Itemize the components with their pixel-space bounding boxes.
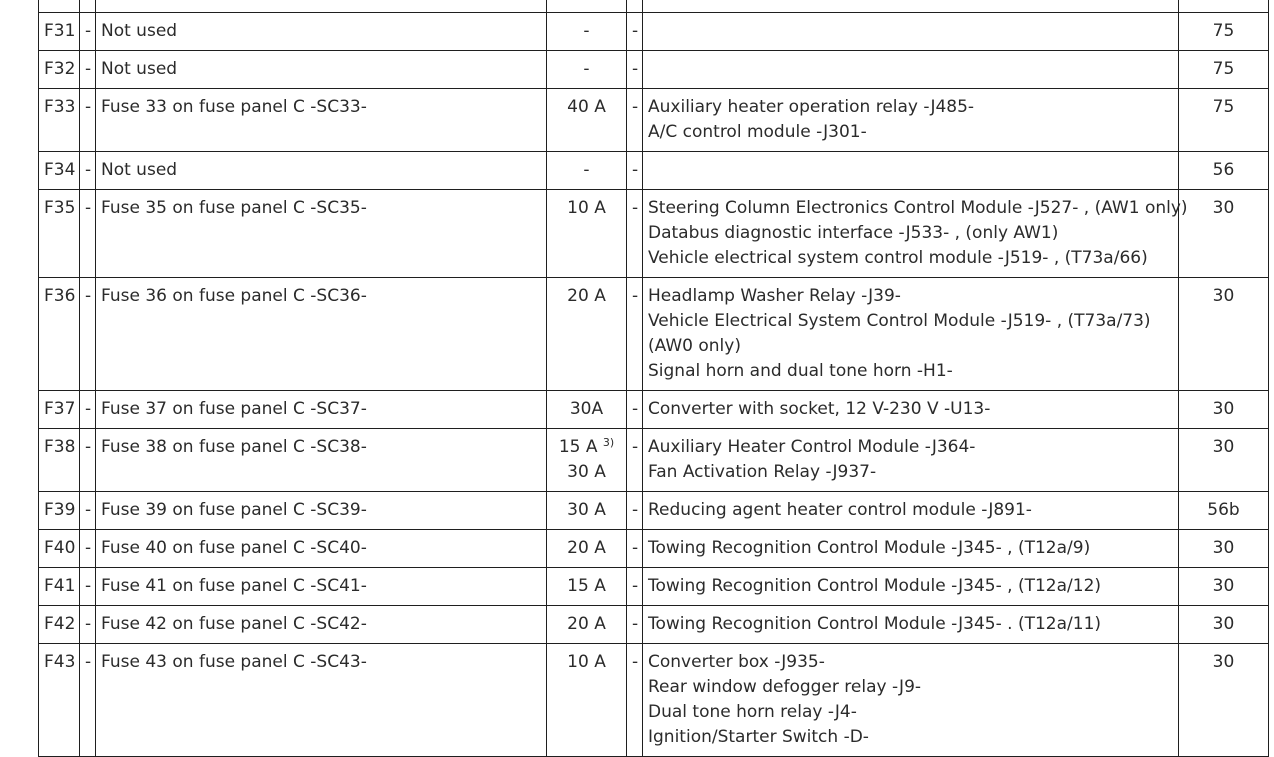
component-item: Fan Activation Relay -J937- [648, 462, 877, 482]
component-item: Vehicle Electrical System Control Module -J519- , (T73a/73)(AW0 only) [648, 311, 1151, 356]
component-item: Signal horn and dual tone horn -H1- [648, 361, 953, 381]
separator-dash: - [80, 51, 96, 89]
separator-dash: - [627, 644, 643, 757]
terminal-number: 30 [1179, 606, 1269, 644]
separator-dash: - [80, 492, 96, 530]
table-row [39, 429, 1269, 492]
fuse-amperage [547, 429, 627, 492]
terminal-number: 75 [1179, 13, 1269, 51]
component-item: Towing Recognition Control Module -J345- . (T12a/11) [648, 614, 1102, 634]
component-item: Converter with socket, 12 V-230 V -U13- [648, 399, 991, 419]
table-body [39, 0, 1269, 757]
fuse-description: Fuse 36 on fuse panel C -SC36- [96, 278, 547, 391]
terminal-number: 30 [1179, 190, 1269, 278]
fuse-id: F41 [39, 568, 80, 606]
component-list [643, 190, 1188, 278]
fuse-id: F37 [39, 391, 80, 429]
component-list [643, 51, 1179, 89]
separator-dash: - [627, 492, 643, 530]
cell-dash [627, 0, 643, 13]
fuse-amperage [547, 492, 627, 530]
fuse-description: Fuse 43 on fuse panel C -SC43- [96, 644, 547, 757]
fuse-assignment-table [38, 0, 1269, 757]
component-item: Converter box -J935- [648, 652, 825, 672]
fuse-amperage [547, 190, 627, 278]
separator-dash: - [80, 429, 96, 492]
table-row-partial [39, 0, 1269, 13]
fuse-id: F35 [39, 190, 80, 278]
separator-dash: - [627, 278, 643, 391]
fuse-amperage [547, 391, 627, 429]
fuse-amperage [547, 278, 627, 391]
amperage-value: - [583, 160, 590, 180]
separator-dash: - [627, 190, 643, 278]
component-list [643, 13, 1179, 51]
separator-dash: - [627, 391, 643, 429]
component-list [643, 606, 1179, 644]
table-row [39, 152, 1269, 190]
fuse-amperage [547, 530, 627, 568]
terminal-number: 56b [1179, 492, 1269, 530]
fuse-id: F40 [39, 530, 80, 568]
fuse-id: F43 [39, 644, 80, 757]
component-item: Reducing agent heater control module -J891- [648, 500, 1032, 520]
amperage-value: 20 A [567, 614, 606, 634]
fuse-id: F39 [39, 492, 80, 530]
amperage-value: - [583, 21, 590, 41]
separator-dash: - [627, 530, 643, 568]
amperage-value: 30A [569, 399, 604, 419]
component-list [643, 391, 1179, 429]
fuse-description: Not used [96, 13, 547, 51]
component-item: Auxiliary Heater Control Module -J364- [648, 437, 976, 457]
component-list [643, 278, 1179, 391]
fuse-amperage [547, 51, 627, 89]
terminal-number: 30 [1179, 278, 1269, 391]
table-row [39, 51, 1269, 89]
terminal-number: 30 [1179, 530, 1269, 568]
cell-components [643, 0, 1179, 13]
component-item: Vehicle electrical system control module -J519- , (T73a/66) [648, 248, 1148, 268]
fuse-amperage [547, 152, 627, 190]
amperage-value: 15 A [558, 437, 598, 457]
terminal-number: 30 [1179, 391, 1269, 429]
fuse-description: Fuse 35 on fuse panel C -SC35- [96, 190, 547, 278]
table-row [39, 530, 1269, 568]
component-list [643, 89, 1179, 152]
amperage-value: 20 A [567, 286, 606, 306]
component-item: Auxiliary heater operation relay -J485- [648, 97, 975, 117]
component-list [643, 152, 1179, 190]
fuse-description: Fuse 42 on fuse panel C -SC42- [96, 606, 547, 644]
table-row [39, 492, 1269, 530]
amperage-value: 10 A [567, 198, 606, 218]
fuse-description: Fuse 39 on fuse panel C -SC39- [96, 492, 547, 530]
table-row [39, 278, 1269, 391]
cell-terminal [1179, 0, 1269, 13]
separator-dash: - [627, 89, 643, 152]
fuse-amperage [547, 13, 627, 51]
fuse-id: F32 [39, 51, 80, 89]
component-list [643, 530, 1179, 568]
separator-dash: - [80, 644, 96, 757]
separator-dash: - [627, 429, 643, 492]
terminal-number: 30 [1179, 644, 1269, 757]
footnote-marker: 3) [602, 436, 615, 449]
separator-dash: - [627, 51, 643, 89]
cell-id [39, 0, 80, 13]
amperage-value: 10 A [567, 652, 606, 672]
table-row [39, 391, 1269, 429]
amperage-value: 30 A [567, 500, 606, 520]
fuse-id: F42 [39, 606, 80, 644]
fuse-description: Fuse 33 on fuse panel C -SC33- [96, 89, 547, 152]
component-item: Ignition/Starter Switch -D- [648, 727, 869, 747]
amperage-value: - [583, 59, 590, 79]
fuse-id: F36 [39, 278, 80, 391]
terminal-number: 30 [1179, 429, 1269, 492]
separator-dash: - [80, 568, 96, 606]
fuse-amperage [547, 606, 627, 644]
component-item: Databus diagnostic interface -J533- , (only AW1) [648, 223, 1059, 243]
fuse-amperage [547, 644, 627, 757]
fuse-id: F34 [39, 152, 80, 190]
amperage-value-alt: 30 A [567, 462, 606, 482]
table-row [39, 89, 1269, 152]
separator-dash: - [627, 568, 643, 606]
table-row [39, 568, 1269, 606]
component-item: Dual tone horn relay -J4- [648, 702, 857, 722]
amperage-value: 40 A [567, 97, 606, 117]
component-item: Steering Column Electronics Control Module -J527- , (AW1 only) [648, 198, 1188, 218]
terminal-number: 75 [1179, 51, 1269, 89]
table-row [39, 13, 1269, 51]
fuse-amperage [547, 568, 627, 606]
amperage-value: 20 A [567, 538, 606, 558]
separator-dash: - [80, 606, 96, 644]
separator-dash: - [80, 152, 96, 190]
component-list [643, 644, 1179, 757]
separator-dash: - [80, 278, 96, 391]
table-row [39, 190, 1269, 278]
cell-dash [80, 0, 96, 13]
terminal-number: 75 [1179, 89, 1269, 152]
fuse-description: Fuse 41 on fuse panel C -SC41- [96, 568, 547, 606]
cell-amperage [547, 0, 627, 13]
cell-description [96, 0, 547, 13]
fuse-amperage [547, 89, 627, 152]
fuse-id: F38 [39, 429, 80, 492]
component-item: A/C control module -J301- [648, 122, 867, 142]
fuse-id: F33 [39, 89, 80, 152]
fuse-description: Fuse 37 on fuse panel C -SC37- [96, 391, 547, 429]
fuse-id: F31 [39, 13, 80, 51]
terminal-number: 30 [1179, 568, 1269, 606]
separator-dash: - [80, 530, 96, 568]
separator-dash: - [80, 190, 96, 278]
component-list [643, 568, 1179, 606]
component-item: Headlamp Washer Relay -J39- [648, 286, 901, 306]
component-list [643, 492, 1179, 530]
fuse-description: Not used [96, 152, 547, 190]
component-item: Towing Recognition Control Module -J345- , (T12a/9) [648, 538, 1091, 558]
amperage-value: 15 A [567, 576, 606, 596]
fuse-description: Not used [96, 51, 547, 89]
component-item: Towing Recognition Control Module -J345- , (T12a/12) [648, 576, 1102, 596]
separator-dash: - [627, 13, 643, 51]
component-item: Rear window defogger relay -J9- [648, 677, 922, 697]
fuse-description: Fuse 38 on fuse panel C -SC38- [96, 429, 547, 492]
separator-dash: - [80, 13, 96, 51]
table-row [39, 606, 1269, 644]
amperage-line [552, 435, 621, 460]
separator-dash: - [80, 89, 96, 152]
separator-dash: - [80, 391, 96, 429]
component-list [643, 429, 1179, 492]
separator-dash: - [627, 606, 643, 644]
terminal-number: 56 [1179, 152, 1269, 190]
fuse-description: Fuse 40 on fuse panel C -SC40- [96, 530, 547, 568]
separator-dash: - [627, 152, 643, 190]
table-row [39, 644, 1269, 757]
